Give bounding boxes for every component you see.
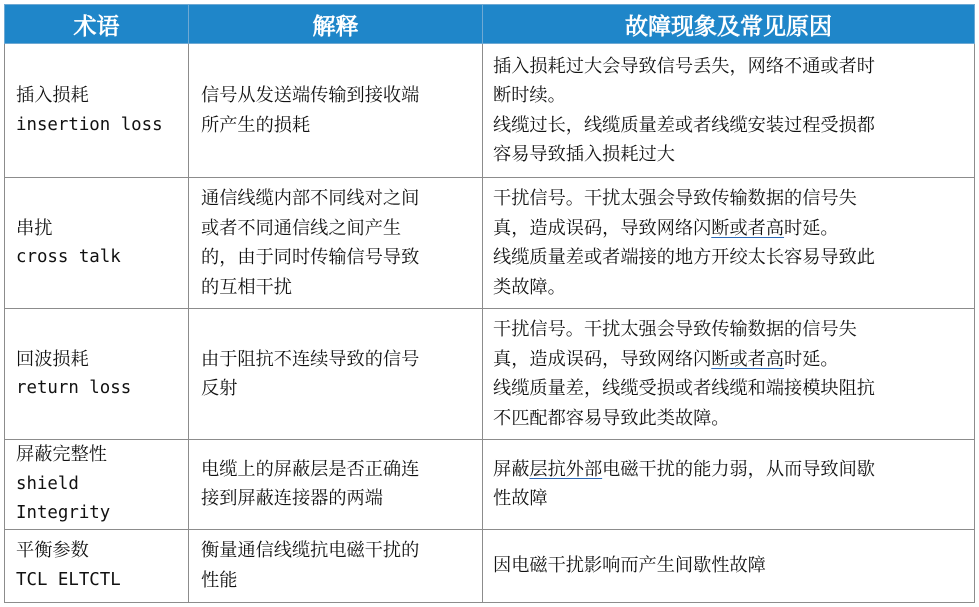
definition-line: 的，由于同时传输信号导致: [201, 247, 420, 268]
term-cell: [5, 529, 189, 602]
definition-line: 信号从发送端传输到接收端: [201, 85, 420, 106]
header-explain: 解释: [189, 5, 483, 44]
definition-line: 或者不同通信线之间产生: [201, 217, 402, 239]
header-row: [5, 5, 975, 44]
cause-cell: [483, 529, 975, 602]
definition-line: 衡量通信线缆抗电磁干扰的: [201, 540, 420, 561]
definition-cell: [189, 309, 483, 440]
term-zh: 屏蔽完整性: [16, 444, 107, 465]
cause-cell: [483, 178, 975, 309]
term-zh: 回波损耗: [16, 348, 89, 370]
definition-cell: [189, 440, 483, 530]
cause-line: 不匹配都容易导致此类故障。: [493, 407, 730, 429]
terms-table: [4, 4, 975, 603]
term-zh: 平衡参数: [16, 540, 89, 561]
cause-fragment: 电磁干扰的能力弱，从而导致间歇: [602, 458, 875, 480]
definition-line: 所产生的损耗: [201, 114, 311, 136]
definition-line: 反射: [201, 378, 238, 399]
cause-line: 干扰信号。干扰太强会导致传输数据的信号失: [493, 188, 857, 209]
cause-fragment: 屏蔽: [493, 458, 530, 480]
definition-cell: [189, 529, 483, 602]
cause-line: 性故障: [493, 488, 548, 510]
cause-line: [493, 214, 968, 244]
cause-line: 插入损耗过大会导致信号丢失，网络不通或者时: [493, 55, 875, 77]
cause-line: [493, 455, 968, 485]
cause-line: 类故障。: [493, 276, 566, 298]
table-row: [5, 309, 975, 440]
cause-fragment: 真，造成误码，导致网络闪: [493, 348, 712, 370]
underlined-link[interactable]: 层抗外部: [529, 458, 603, 480]
term-cell: [5, 440, 189, 530]
header-term: 术语: [5, 5, 189, 44]
term-en: Integrity: [16, 503, 111, 523]
header-cause: 故障现象及常见原因: [483, 5, 975, 44]
cause-line: 线缆过长，线缆质量差或者线缆安装过程受损都: [493, 114, 875, 136]
cause-line: 断时续。: [493, 85, 566, 106]
cause-line: 容易导致插入损耗过大: [493, 144, 675, 165]
cause-line: [493, 345, 968, 375]
term-cell: [5, 178, 189, 309]
definition-line: 通信线缆内部不同线对之间: [201, 188, 420, 209]
cause-line: 线缆质量差，线缆受损或者线缆和端接模块阻抗: [493, 378, 875, 399]
definition-line: 由于阻抗不连续导致的信号: [201, 348, 420, 370]
definition-line: 接到屏蔽连接器的两端: [201, 488, 383, 510]
table-row: [5, 529, 975, 602]
cause-cell: [483, 309, 975, 440]
table-row: [5, 440, 975, 530]
term-zh: 串扰: [16, 217, 53, 239]
term-cell: [5, 309, 189, 440]
term-en: cross talk: [16, 247, 121, 267]
term-en: TCL ELTCTL: [16, 569, 121, 590]
definition-line: 性能: [201, 569, 238, 591]
definition-cell: [189, 178, 483, 309]
cause-fragment: 时延。: [784, 348, 839, 370]
term-cell: [5, 44, 189, 178]
cause-fragment: 时延。: [784, 217, 839, 239]
cause-line: 线缆质量差或者端接的地方开绞太长容易导致此: [493, 247, 875, 268]
term-zh: 插入损耗: [16, 85, 89, 106]
table-row: [5, 44, 975, 178]
cause-fragment: 真，造成误码，导致网络闪: [493, 217, 712, 239]
term-en: shield: [16, 473, 79, 494]
table-row: [5, 178, 975, 309]
definition-line: 的互相干扰: [201, 276, 292, 298]
term-en: insertion loss: [16, 114, 163, 135]
underlined-link[interactable]: 断或者高: [711, 217, 785, 239]
cause-line: 干扰信号。干扰太强会导致传输数据的信号失: [493, 319, 857, 340]
definition-line: 电缆上的屏蔽层是否正确连: [201, 458, 420, 480]
cause-cell: [483, 44, 975, 178]
cause-line: 因电磁干扰影响而产生间歇性故障: [493, 554, 766, 576]
cause-cell: [483, 440, 975, 530]
definition-cell: [189, 44, 483, 178]
underlined-link[interactable]: 断或者高: [711, 348, 785, 370]
term-en: return loss: [16, 378, 132, 398]
